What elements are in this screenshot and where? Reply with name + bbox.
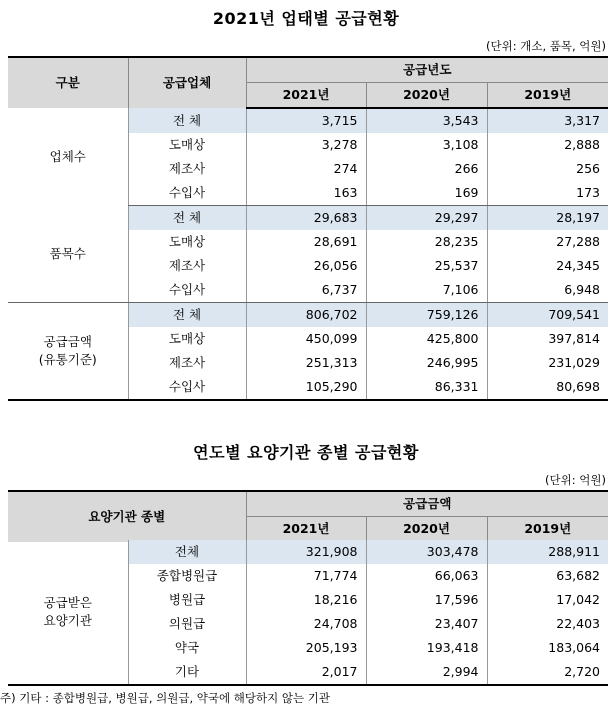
row-label: 수입사 bbox=[128, 181, 246, 206]
cell-2020: 17,596 bbox=[366, 588, 487, 612]
cell-2020: 193,418 bbox=[366, 636, 487, 660]
table-row bbox=[8, 303, 608, 328]
cell-2019: 24,345 bbox=[487, 254, 608, 278]
supplier-table bbox=[8, 56, 608, 401]
header-2020: 2020년 bbox=[366, 517, 487, 543]
cell-2019: 17,042 bbox=[487, 588, 608, 612]
cell-2019: 27,288 bbox=[487, 230, 608, 254]
cell-2019: 183,064 bbox=[487, 636, 608, 660]
header-year-group: 공급년도 bbox=[246, 57, 608, 83]
row-label: 제조사 bbox=[128, 254, 246, 278]
cell-2020: 169 bbox=[366, 181, 487, 206]
table2-title: 연도별 요양기관 종별 공급현황 bbox=[193, 443, 419, 462]
row-label: 기타 bbox=[128, 660, 246, 685]
cell-2019: 288,911 bbox=[487, 540, 608, 564]
cell-2019: 397,814 bbox=[487, 327, 608, 351]
cell-2019: 709,541 bbox=[487, 303, 608, 328]
cell-2021: 71,774 bbox=[246, 564, 366, 588]
cell-2020: 28,235 bbox=[366, 230, 487, 254]
cell-2020: 7,106 bbox=[366, 278, 487, 303]
cell-2020: 3,108 bbox=[366, 133, 487, 157]
row-label: 제조사 bbox=[128, 351, 246, 375]
cell-2020: 425,800 bbox=[366, 327, 487, 351]
cell-2019: 63,682 bbox=[487, 564, 608, 588]
institution-table bbox=[8, 490, 608, 543]
row-label: 전 체 bbox=[128, 206, 246, 231]
cell-2020: 246,995 bbox=[366, 351, 487, 375]
cell-2021: 18,216 bbox=[246, 588, 366, 612]
institution-table-body bbox=[8, 540, 608, 686]
cell-2021: 24,708 bbox=[246, 612, 366, 636]
cell-2021: 163 bbox=[246, 181, 366, 206]
row-label: 수입사 bbox=[128, 375, 246, 400]
header-2021: 2021년 bbox=[246, 83, 366, 109]
cell-2021: 450,099 bbox=[246, 327, 366, 351]
cell-2021: 26,056 bbox=[246, 254, 366, 278]
header-amount-group: 공급금액 bbox=[246, 491, 608, 517]
row-label: 종합병원급 bbox=[128, 564, 246, 588]
table-row bbox=[8, 206, 608, 231]
cell-2019: 6,948 bbox=[487, 278, 608, 303]
cell-2019: 22,403 bbox=[487, 612, 608, 636]
row-label: 전체 bbox=[128, 540, 246, 564]
header-category: 요양기관 종별 bbox=[8, 491, 246, 542]
row-label: 도매상 bbox=[128, 230, 246, 254]
cell-2021: 274 bbox=[246, 157, 366, 181]
group-label-line1: 공급받은 bbox=[43, 595, 92, 610]
row-label: 전 체 bbox=[128, 303, 246, 328]
row-label: 전 체 bbox=[128, 108, 246, 133]
cell-2020: 66,063 bbox=[366, 564, 487, 588]
group-label: 품목수 bbox=[8, 206, 128, 303]
cell-2019: 173 bbox=[487, 181, 608, 206]
cell-2019: 2,720 bbox=[487, 660, 608, 685]
group-label bbox=[8, 540, 128, 685]
cell-2021: 205,193 bbox=[246, 636, 366, 660]
row-label: 도매상 bbox=[128, 327, 246, 351]
header-supplier: 공급업체 bbox=[128, 57, 246, 108]
cell-2019: 3,317 bbox=[487, 108, 608, 133]
table1-title: 2021년 업태별 공급현황 bbox=[212, 9, 400, 28]
cell-2020: 25,537 bbox=[366, 254, 487, 278]
row-label: 의원급 bbox=[128, 612, 246, 636]
cell-2021: 6,737 bbox=[246, 278, 366, 303]
row-label: 병원급 bbox=[128, 588, 246, 612]
cell-2019: 231,029 bbox=[487, 351, 608, 375]
cell-2019: 28,197 bbox=[487, 206, 608, 231]
header-category: 구분 bbox=[8, 57, 128, 108]
cell-2021: 251,313 bbox=[246, 351, 366, 375]
cell-2021: 806,702 bbox=[246, 303, 366, 328]
cell-2021: 321,908 bbox=[246, 540, 366, 564]
row-label: 제조사 bbox=[128, 157, 246, 181]
cell-2021: 3,278 bbox=[246, 133, 366, 157]
cell-2020: 303,478 bbox=[366, 540, 487, 564]
table2-unit: (단위: 억원) bbox=[545, 473, 606, 487]
group-label bbox=[8, 303, 128, 401]
footnote: 주) 기타 : 종합병원급, 병원급, 의원급, 약국에 해당하지 않는 기관 bbox=[0, 691, 330, 705]
cell-2019: 80,698 bbox=[487, 375, 608, 400]
cell-2021: 28,691 bbox=[246, 230, 366, 254]
cell-2021: 29,683 bbox=[246, 206, 366, 231]
header-2019: 2019년 bbox=[487, 83, 608, 109]
row-label: 약국 bbox=[128, 636, 246, 660]
row-label: 수입사 bbox=[128, 278, 246, 303]
cell-2020: 2,994 bbox=[366, 660, 487, 685]
cell-2021: 105,290 bbox=[246, 375, 366, 400]
cell-2020: 29,297 bbox=[366, 206, 487, 231]
table-row bbox=[8, 108, 608, 133]
group-label-line1: 공급금액 bbox=[43, 334, 92, 349]
group-label: 업체수 bbox=[49, 148, 86, 164]
group-label-line2: 요양기관 bbox=[43, 613, 92, 628]
cell-2021: 2,017 bbox=[246, 660, 366, 685]
cell-2020: 759,126 bbox=[366, 303, 487, 328]
table-row bbox=[8, 540, 608, 564]
table1-unit: (단위: 개소, 품목, 억원) bbox=[486, 39, 606, 53]
cell-2020: 266 bbox=[366, 157, 487, 181]
cell-2020: 3,543 bbox=[366, 108, 487, 133]
header-2021: 2021년 bbox=[246, 517, 366, 543]
row-label: 도매상 bbox=[128, 133, 246, 157]
cell-2021: 3,715 bbox=[246, 108, 366, 133]
cell-2019: 2,888 bbox=[487, 133, 608, 157]
header-2020: 2020년 bbox=[366, 83, 487, 109]
cell-2020: 86,331 bbox=[366, 375, 487, 400]
group-label-line2: (유통기준) bbox=[38, 352, 97, 367]
cell-2019: 256 bbox=[487, 157, 608, 181]
cell-2020: 23,407 bbox=[366, 612, 487, 636]
header-2019: 2019년 bbox=[487, 517, 608, 543]
